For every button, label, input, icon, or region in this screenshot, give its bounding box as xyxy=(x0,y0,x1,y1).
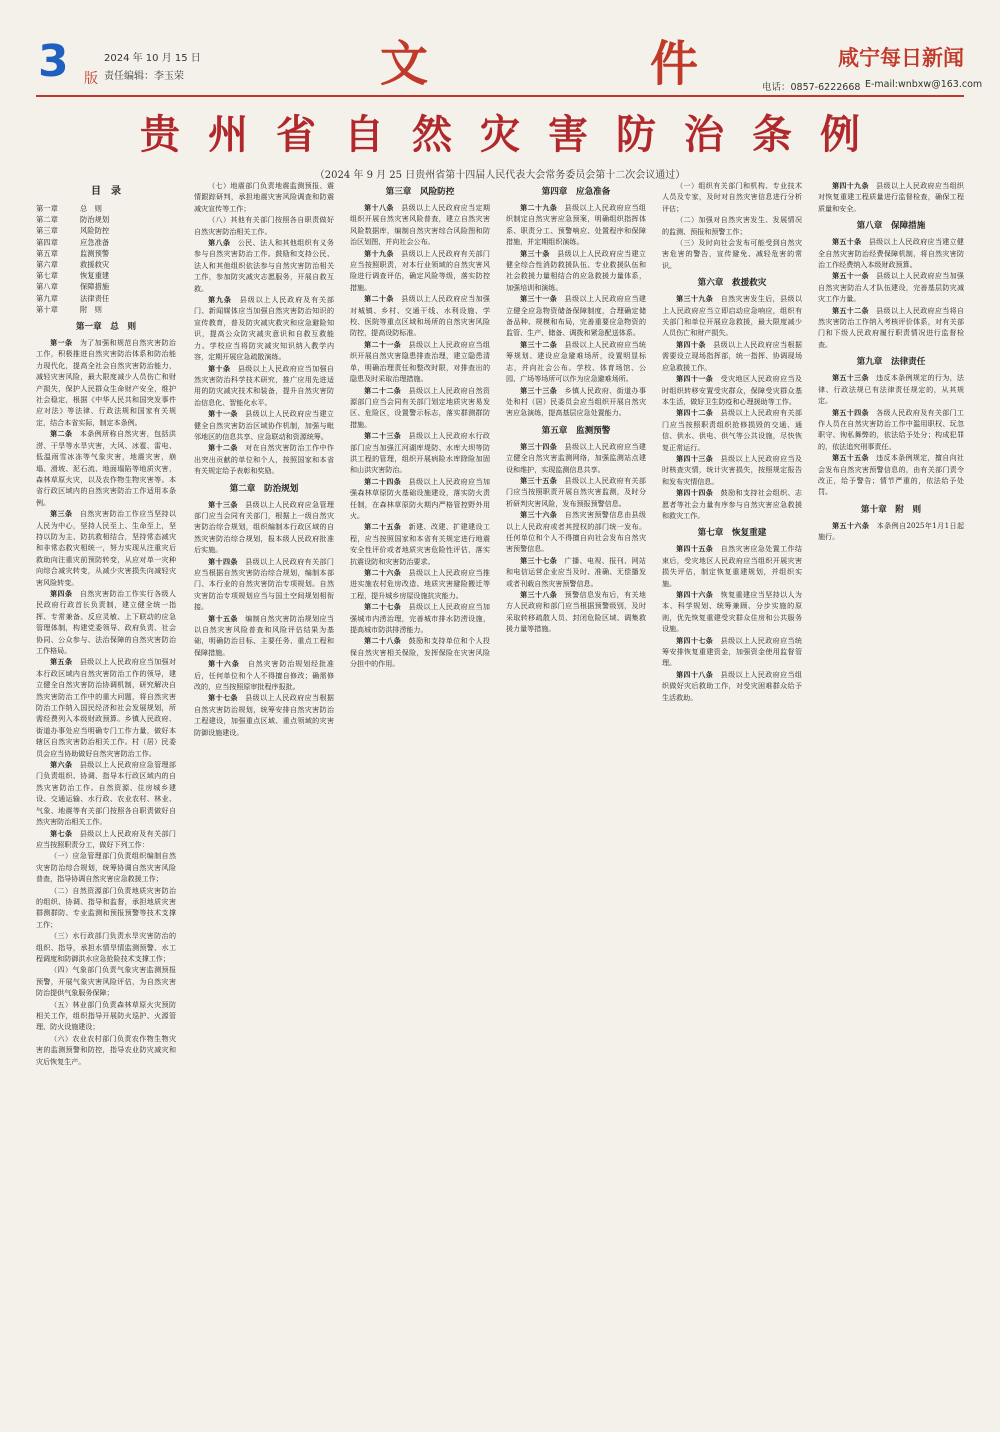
article-text: 县级以上人民政府应当建立健全应急物资储备保障制度，合理确定储备品种、规模和布局，完善重要应急物资的监管、生产、储备、调拨和紧急配送体系。 xyxy=(506,294,646,338)
article-number: 第三十一条 xyxy=(520,294,558,304)
toc-item xyxy=(36,248,176,259)
article-text: 广播、电视、报刊、网站和电信运营企业应当及时、准确、无偿播发或者刊载自然灾害预警信息。 xyxy=(506,555,646,588)
article-number: 第二十七条 xyxy=(364,602,402,612)
contact-email: E-mail:wnbxw@163.com xyxy=(865,79,983,90)
article-text: 县级以上人民政府应当组织制定自然灾害应急预案，明确组织指挥体系、职责分工、预警响应、处置程序和保障措施，并定期组织演练。 xyxy=(506,203,646,247)
toc-chapter-number: 第八章 xyxy=(36,282,58,292)
article-number: 第二十五条 xyxy=(364,522,402,532)
article-paragraph xyxy=(36,656,176,759)
article-text: 县级以上人民政府应当组织开展自然灾害隐患排查治理，建立隐患清单，明确治理责任和整改时限，对排查出的隐患及时采取治理措施。 xyxy=(350,339,490,384)
article-text: 县级以上人民政府应当加强城市内涝治理，完善城市排水防涝设施，提高城市防洪排涝能力。 xyxy=(350,602,490,635)
chapter-heading: 第六章 救援救灾 xyxy=(697,278,767,289)
toc-chapter-name: 附 则 xyxy=(80,304,102,314)
article-text: 县级以上人民政府应当统筹规划、建设应急避难场所，设置明显标志，并向社会公布。学校、体育场馆、公园、广场等场所可以作为应急避难场所。 xyxy=(506,339,646,384)
article-text: 县级以上人民政府水行政部门应当加强江河湖库堤防、水库大坝等防洪工程的管理，组织开展病险水库除险加固和山洪灾害防治。 xyxy=(350,431,490,475)
toc-chapter-number: 第七章 xyxy=(36,271,58,281)
article-text: 本条例自2025年1月1日起施行。 xyxy=(818,520,964,542)
column-body xyxy=(194,180,334,738)
article-text: 对在自然灾害防治工作中作出突出贡献的单位和个人，按照国家和本省有关规定给予表彰和奖励。 xyxy=(194,443,334,476)
article-number: 第十九条 xyxy=(364,248,394,258)
article-text: 预警信息发布后，有关地方人民政府和部门应当根据预警级别，及时采取转移疏散人员、封闭危险区域、调集救援力量等措施。 xyxy=(506,590,646,634)
article-text: 县级以上人民政府应当推进实施农村危房改造、地质灾害避险搬迁等工程，提升城乡房屋设施抗灾能力。 xyxy=(350,568,490,600)
article-paragraph xyxy=(350,567,490,601)
article-paragraph xyxy=(818,520,964,543)
article-number: 第二十六条 xyxy=(364,568,402,577)
article-text: 自然灾害发生后，县级以上人民政府应当立即启动应急响应，组织有关部门和单位开展应急救援，最大限度减少人员伤亡和财产损失。 xyxy=(662,294,802,338)
title-char: 贵 xyxy=(140,112,180,158)
article-text: 县级以上人民政府应当将自然灾害防治工作纳入考核评价体系，对有关部门和下级人民政府履行职责情况进行监督检查。 xyxy=(818,305,964,349)
article-number: 第十六条 xyxy=(208,659,240,669)
article-text: 县级以上人民政府应当建立健全自然灾害监测网络，加强监测站点建设和维护，实现监测信息共享。 xyxy=(506,441,646,474)
article-paragraph xyxy=(36,508,176,588)
toc-item xyxy=(36,203,176,214)
article-number: 第三十七条 xyxy=(520,555,558,565)
article-number: 第五十二条 xyxy=(832,305,869,315)
article-text: 公民、法人和其他组织有义务参与自然灾害防治工作。鼓励和支持公民、法人和其他组织依法参与自然灾害防治相关工作，参加防灾减灾志愿服务，开展自救互救。 xyxy=(194,238,334,293)
article-paragraph xyxy=(506,202,646,248)
article-text: 县级以上人民政府有关部门应当根据自然灾害防治综合规划，编制本部门、本行业的自然灾害防治专项规划。自然灾害防治专项规划应当与国土空间规划相衔接。 xyxy=(194,556,334,612)
article-number: 第四十九条 xyxy=(832,181,869,190)
article-text: 各级人民政府及有关部门工作人员在自然灾害防治工作中滥用职权、玩忽职守、徇私舞弊的，依法给予处分；构成犯罪的，依法追究刑事责任。 xyxy=(818,407,964,451)
article-paragraph xyxy=(662,487,802,521)
article-paragraph xyxy=(662,373,802,407)
chapter-heading: 第八章 保障措施 xyxy=(856,221,926,232)
toc-chapter-name: 总 则 xyxy=(80,204,102,213)
contact-phone: 电话：0857-6222668 xyxy=(762,82,861,93)
title-char: 灾 xyxy=(480,112,520,158)
article-number: 第五条 xyxy=(50,657,73,667)
article-number: 第四十六条 xyxy=(676,590,714,599)
article-paragraph xyxy=(350,635,490,669)
toc-chapter-name: 恢复重建 xyxy=(80,271,110,281)
toc-item xyxy=(36,293,176,304)
article-paragraph xyxy=(506,293,646,339)
article-subtitle: （2024 年 9 月 25 日贵州省第十四届人民代表大会常务委员会第十二次会议通过） xyxy=(314,170,686,181)
article-text: 县级以上人民政府有关部门应当按照职责开展自然灾害监测，及时分析研判灾害风险，发布预报预警信息。 xyxy=(506,475,646,508)
article-text: 县级以上人民政府应当加强对本行政区域内自然灾害防治工作的领导，建立健全自然灾害防治协调机制，研究解决自然灾害防治工作中的重大问题，将自然灾害防治工作纳入国民经济和社会发展规划，所需经费列入本级财政预算。乡镇人民政府、街道办事处应当明确专门工作力量，做好本辖区自然灾害防治相关工作。村（居）民委员会应当协助做好自然灾害防治工作。 xyxy=(36,657,176,758)
article-paragraph xyxy=(194,442,334,476)
article-paragraph xyxy=(506,475,646,509)
chapter-heading: 第一章 总 则 xyxy=(75,322,137,333)
toc-chapter-name: 保障措施 xyxy=(80,282,110,292)
article-number: 第四十七条 xyxy=(676,635,714,645)
article-paragraph xyxy=(818,372,964,406)
article-paragraph xyxy=(506,385,646,419)
article-number: 第三十条 xyxy=(520,248,550,258)
article-number: 第二十八条 xyxy=(364,636,402,646)
article-number: 第五十三条 xyxy=(832,373,869,383)
article-number: 第三十八条 xyxy=(520,590,558,599)
article-paragraph xyxy=(194,499,334,556)
article-number: 第六条 xyxy=(50,760,73,770)
article-text: （三）水行政部门负责水旱灾害防治的组织、指导，承担水情旱情监测预警、水工程调度和防御洪水应急抢险技术支撑工作； xyxy=(36,931,176,963)
title-char: 自 xyxy=(344,112,384,158)
article-text: 受灾地区人民政府应当及时组织转移安置受灾群众，保障受灾群众基本生活，做好卫生防疫和心理援助等工作。 xyxy=(662,374,802,406)
article-paragraph xyxy=(506,589,646,635)
toc-chapter-number: 第三章 xyxy=(36,226,58,236)
article-text: （五）林业部门负责森林草原火灾预防相关工作，组织指导开展防火巡护、火源管理、防火设施建设； xyxy=(36,999,176,1032)
article-paragraph xyxy=(662,589,802,635)
column-body xyxy=(36,320,176,1067)
article-text: 恢复重建应当坚持以人为本、科学规划、统筹兼顾、分步实施的原则，优先恢复重建受灾群众住房和公共服务设施。 xyxy=(662,590,802,634)
article-paragraph xyxy=(662,669,802,703)
toc-item xyxy=(36,259,176,270)
article-text: 违反本条例规定，擅自向社会发布自然灾害预警信息的，由有关部门责令改正，给予警告；情节严重的，依法给予处罚。 xyxy=(818,453,964,497)
article-number: 第十八条 xyxy=(364,203,394,212)
article-number: 第十三条 xyxy=(208,499,238,509)
toc-chapter-number: 第九章 xyxy=(36,293,58,303)
article-paragraph xyxy=(36,930,176,964)
article-number: 第三十四条 xyxy=(520,441,558,451)
title-char: 防 xyxy=(616,112,656,158)
page-number-suffix: 版 xyxy=(84,71,98,87)
article-number: 第二十四条 xyxy=(364,476,402,486)
chapter-heading: 第二章 防治规划 xyxy=(229,483,299,494)
article-paragraph xyxy=(194,556,334,613)
article-text: （一）组织有关部门和机构、专业技术人员及专家，及时对自然灾害信息进行分析评估； xyxy=(662,181,802,213)
chapter-heading: 第五章 监测预警 xyxy=(541,425,611,436)
article-paragraph xyxy=(506,248,646,294)
article-number: 第四十三条 xyxy=(676,453,714,463)
article-paragraph xyxy=(36,428,176,508)
toc-chapter-name: 应急准备 xyxy=(80,237,110,247)
article-paragraph xyxy=(506,441,646,475)
article-number: 第七条 xyxy=(50,828,73,838)
article-paragraph xyxy=(36,885,176,931)
article-text: 县级以上人民政府应当组织做好灾后救助工作，对受灾困难群众给予生活救助。 xyxy=(662,669,802,702)
article-paragraph xyxy=(818,407,964,453)
toc-chapter-number: 第六章 xyxy=(36,260,58,270)
article-paragraph xyxy=(662,339,802,373)
article-number: 第三十六条 xyxy=(520,510,558,520)
section-title xyxy=(380,36,700,92)
article-text: 县级以上人民政府应当及时核查灾情，统计灾害损失，按照规定报告和发布灾情信息。 xyxy=(662,453,802,486)
article-paragraph xyxy=(506,555,646,589)
article-number: 第五十条 xyxy=(832,237,862,247)
article-text: 县级以上人民政府及有关部门应当按照职责分工，做好下列工作： xyxy=(36,828,176,849)
article-paragraph xyxy=(36,850,176,884)
article-text: 自然灾害防治工作实行各级人民政府行政首长负责制，建立健全统一指挥、专常兼备、反应灵敏、上下联动的应急管理体制，构建党委领导、政府负责、社会协同、公众参与、法治保障的自然灾害防治工作格局。 xyxy=(36,588,176,655)
article-text: 自然灾害防治规划经批准后，任何单位和个人不得擅自修改；确需修改的，应当按照原审批程序报批。 xyxy=(194,659,334,692)
article-number: 第十五条 xyxy=(208,613,238,623)
article-paragraph xyxy=(194,692,334,738)
toc-chapter-name: 救援救灾 xyxy=(80,260,110,270)
article-paragraph xyxy=(194,613,334,659)
article-title xyxy=(140,110,860,160)
article-paragraph xyxy=(662,237,802,271)
article-number: 第四十二条 xyxy=(676,408,714,418)
article-text: 自然灾害应急处置工作结束后，受灾地区人民政府应当组织开展灾害损失评估，制定恢复重建规划，并组织实施。 xyxy=(662,544,802,588)
article-text: （四）气象部门负责气象灾害监测预报预警，开展气象灾害风险评估，为自然灾害防治提供气象服务保障； xyxy=(36,965,176,998)
article-paragraph xyxy=(350,521,490,567)
article-text: 县级以上人民政府应当建立健全综合性消防救援队伍、专业救援队伍和社会救援力量相结合的应急救援力量体系，加强培训和演练。 xyxy=(506,248,646,292)
chapter-heading: 第三章 风险防控 xyxy=(385,187,455,197)
article-paragraph xyxy=(350,339,490,385)
article-number: 第二十一条 xyxy=(364,339,402,349)
article-text: 县级以上人民政府有关部门应当按照职责组织抢修损毁的交通、通信、供水、供电、供气等公共设施，尽快恢复正常运行。 xyxy=(662,408,802,452)
article-number: 第十二条 xyxy=(208,443,238,453)
title-char: 害 xyxy=(548,112,588,158)
article-paragraph xyxy=(36,999,176,1033)
article-paragraph xyxy=(194,658,334,692)
article-text: （二）自然资源部门负责地质灾害防治的组织、协调、指导和监督，承担地质灾害群测群防、专业监测和预报预警等技术支撑工作； xyxy=(36,885,176,929)
toc-chapter-name: 监测预警 xyxy=(80,248,110,258)
toc-chapter-number: 第二章 xyxy=(36,215,58,225)
article-paragraph xyxy=(36,828,176,851)
article-number: 第二十九条 xyxy=(520,203,558,212)
article-text: 县级以上人民政府应当建立健全自然灾害防治区域协作机制，加强与毗邻地区的信息共享、应急联动和资源统筹。 xyxy=(194,409,334,441)
toc-item xyxy=(36,270,176,281)
article-number: 第十条 xyxy=(208,363,231,373)
article-text: 县级以上人民政府有关部门应当按照职责，对本行业领域的自然灾害风险进行调查评估，确定风险等级，落实防控措施。 xyxy=(350,248,490,292)
toc-chapter-name: 防治规划 xyxy=(80,215,110,225)
toc-heading: 目 录 xyxy=(91,186,121,197)
article-text: 鼓励和支持社会组织、志愿者等社会力量有序参与自然灾害应急救援和救灾工作。 xyxy=(662,488,802,520)
text-column-1 xyxy=(36,180,176,1402)
chapter-heading: 第十章 附 则 xyxy=(860,504,922,515)
article-text: 自然灾害预警信息由县级以上人民政府或者其授权的部门统一发布。任何单位和个人不得擅自向社会发布自然灾害预警信息。 xyxy=(506,510,646,554)
title-char: 然 xyxy=(412,112,452,158)
article-text: 自然灾害防治工作应当坚持以人民为中心，坚持人民至上、生命至上，坚持以防为主、防抗救相结合，坚持常态减灾和非常态救灾相统一，努力实现从注重灾后救助向注重灾前预防转变，从应对单一灾种向综合减灾转变，从减少灾害损失向减轻灾害风险转变。 xyxy=(36,509,176,587)
article-paragraph xyxy=(36,337,176,428)
title-char: 省 xyxy=(276,112,316,158)
article-text: 县级以上人民政府应当统筹安排恢复重建资金，加强资金使用监督管理。 xyxy=(662,635,802,668)
article-paragraph xyxy=(506,339,646,385)
article-text: 乡镇人民政府、街道办事处和村（居）民委员会应当组织开展自然灾害应急演练，提高基层应急处置能力。 xyxy=(506,385,646,418)
article-number: 第十一条 xyxy=(208,409,238,419)
article-paragraph xyxy=(194,214,334,237)
article-text: 县级以上人民政府应当定期组织开展自然灾害风险普查，建立自然灾害风险数据库，编制自然灾害综合风险图和防治区划图，并向社会公布。 xyxy=(350,203,490,247)
issue-date: 2024 年 10 月 15 日 xyxy=(104,53,201,64)
article-text: （一）应急管理部门负责组织编制自然灾害防治综合规划，统筹协调自然灾害风险普查，指导协调自然灾害应急救援工作； xyxy=(36,851,176,884)
article-paragraph xyxy=(662,635,802,669)
article-text: 县级以上人民政府应当根据需要设立现场指挥部，统一指挥、协调现场应急救援工作。 xyxy=(662,339,802,372)
article-paragraph xyxy=(818,452,964,498)
article-number: 第五十六条 xyxy=(832,520,870,530)
article-paragraph xyxy=(36,759,176,827)
title-char: 例 xyxy=(820,112,860,158)
header-divider xyxy=(36,95,964,97)
article-paragraph xyxy=(36,588,176,656)
column-body xyxy=(506,185,646,635)
article-text: 县级以上人民政府应当根据自然灾害防治规划，统筹安排自然灾害防治工程建设，加强重点区域、重点领域的灾害防御设施建设。 xyxy=(194,693,334,737)
article-text: 县级以上人民政府应当加强自然灾害防治人才队伍建设，完善基层防灾减灾工作力量。 xyxy=(818,271,964,304)
article-text: 县级以上人民政府应当建立健全自然灾害防治经费保障机制，将自然灾害防治工作经费纳入本级财政预算。 xyxy=(818,237,964,270)
section-title-char: 文 xyxy=(380,36,431,92)
article-number: 第五十四条 xyxy=(832,407,869,417)
article-text: 县级以上人民政府应急管理部门负责组织、协调、指导本行政区域内的自然灾害防治工作。自然资源、住房城乡建设、交通运输、水行政、农业农村、林业、气象、地震等有关部门按照各自职责做好自然灾害防治相关工作。 xyxy=(36,760,176,827)
toc-chapter-number: 第四章 xyxy=(36,237,58,247)
article-text: （三）及时向社会发布可能受到自然灾害危害的警告，宣传避免、减轻危害的常识。 xyxy=(662,238,802,270)
article-number: 第二十二条 xyxy=(364,385,402,395)
article-paragraph xyxy=(662,453,802,487)
article-text: （六）农业农村部门负责农作物生物灾害的监测预警和防控，指导农业防灾减灾和灾后恢复生产。 xyxy=(36,1033,176,1066)
article-paragraph xyxy=(194,237,334,294)
toc-chapter-number: 第十章 xyxy=(36,304,58,314)
article-text: 县级以上人民政府自然资源部门应当会同有关部门划定地质灾害易发区、危险区，设置警示标志，落实群测群防措施。 xyxy=(350,385,490,429)
article-number: 第四十一条 xyxy=(676,374,714,384)
article-paragraph xyxy=(350,476,490,522)
article-number: 第四十四条 xyxy=(676,488,714,498)
article-number: 第一条 xyxy=(50,338,73,348)
article-number: 第十七条 xyxy=(208,693,238,703)
article-paragraph xyxy=(662,543,802,589)
article-text: 编制自然灾害防治规划应当以自然灾害风险普查和风险评估结果为基础，明确防治目标、主要任务、重点工程和保障措施。 xyxy=(194,613,334,657)
chapter-heading: 第七章 恢复重建 xyxy=(697,528,767,539)
article-body xyxy=(36,180,964,1432)
article-paragraph xyxy=(194,408,334,442)
article-paragraph xyxy=(350,385,490,431)
toc-chapter-number: 第五章 xyxy=(36,248,58,258)
toc-item xyxy=(36,214,176,225)
article-number: 第二条 xyxy=(50,429,73,439)
responsible-editor: 责任编辑：李玉荣 xyxy=(104,71,184,82)
article-number: 第十四条 xyxy=(208,556,238,566)
article-text: 鼓励和支持单位和个人投保自然灾害相关保险，发挥保险在灾害风险分担中的作用。 xyxy=(350,636,490,669)
article-paragraph xyxy=(350,248,490,294)
article-paragraph xyxy=(350,293,490,339)
article-text: 县级以上人民政府应当加强自然灾害防治科学技术研究，推广应用先进适用的防灾减灾技术和装备，提升自然灾害防治信息化、智能化水平。 xyxy=(194,363,334,407)
table-of-contents xyxy=(36,182,176,315)
section-title-char: 件 xyxy=(649,36,700,92)
chapter-heading: 第九章 法律责任 xyxy=(856,357,926,368)
article-number: 第二十三条 xyxy=(364,431,402,441)
article-paragraph xyxy=(194,294,334,362)
article-text: 县级以上人民政府应当加强森林草原防火基础设施建设，落实防火责任制，在森林草原防火期内严格管控野外用火。 xyxy=(350,476,490,520)
article-paragraph xyxy=(36,964,176,998)
article-paragraph xyxy=(194,180,334,214)
text-column-6 xyxy=(818,180,964,1402)
article-paragraph xyxy=(36,1033,176,1067)
article-number: 第四十八条 xyxy=(676,669,714,679)
article-text: 为了加强和规范自然灾害防治工作，积极推进自然灾害防治体系和防治能力现代化，提高全社会自然灾害防治能力，减轻灾害风险，最大限度减少人员伤亡和财产损失，保护人民群众生命财产安全，维护社会稳定，根据《中华人民共和国突发事件应对法》等法律、行政法规和国家有关规定，结合本省实际，制定本条例。 xyxy=(36,338,176,427)
article-text: 本条例所称自然灾害，包括洪涝、干旱等水旱灾害，大风、冰雹、雷电、低温雨雪冰冻等气象灾害，地震灾害，崩塌、滑坡、泥石流、地面塌陷等地质灾害，森林草原火灾，以及农作物生物灾害等。本省行政区域内的自然灾害防治工作适用本条例。 xyxy=(36,429,176,507)
article-text: （八）其他有关部门按照各自职责做好自然灾害防治相关工作。 xyxy=(194,215,334,236)
article-paragraph xyxy=(662,214,802,237)
article-paragraph xyxy=(818,180,964,214)
article-number: 第二十条 xyxy=(364,294,394,304)
article-text: 县级以上人民政府应急管理部门应当会同有关部门，根据上一级自然灾害防治综合规划，组织编制本行政区域的自然灾害防治综合规划，报本级人民政府批准后实施。 xyxy=(194,499,334,555)
article-paragraph xyxy=(662,407,802,453)
toc-item xyxy=(36,304,176,315)
article-paragraph xyxy=(662,293,802,339)
toc-item xyxy=(36,225,176,236)
article-text: 县级以上人民政府应当组织对恢复重建工程质量进行监督检查，确保工程质量和安全。 xyxy=(818,181,964,213)
text-column-2 xyxy=(194,180,334,1402)
page-number: 3 xyxy=(38,36,69,87)
article-paragraph xyxy=(818,270,964,304)
toc-chapter-number: 第一章 xyxy=(36,204,58,213)
article-paragraph xyxy=(662,180,802,214)
article-paragraph xyxy=(194,363,334,409)
page-header xyxy=(0,0,1000,100)
toc-list xyxy=(36,203,176,315)
column-body xyxy=(662,180,802,703)
article-paragraph xyxy=(350,202,490,248)
toc-item xyxy=(36,281,176,292)
chapter-heading: 第四章 应急准备 xyxy=(541,187,611,197)
article-number: 第八条 xyxy=(208,238,231,248)
article-text: 县级以上人民政府应当加强对城镇、乡村、交通干线、水利设施、学校、医院等重点区域和场所的自然灾害风险防控，提高设防标准。 xyxy=(350,294,490,338)
article-number: 第三十三条 xyxy=(520,385,558,395)
article-number: 第三十二条 xyxy=(520,339,558,349)
article-number: 第三十五条 xyxy=(520,475,558,485)
title-char: 治 xyxy=(684,112,724,158)
article-number: 第五十一条 xyxy=(832,271,869,281)
article-paragraph xyxy=(818,305,964,351)
article-number: 第三条 xyxy=(50,509,73,519)
article-number: 第九条 xyxy=(208,295,232,305)
article-number: 第四条 xyxy=(50,588,73,598)
article-number: 第三十九条 xyxy=(676,294,714,304)
article-text: （二）加强对自然灾害发生、发展情况的监测、预报和预警工作； xyxy=(662,215,802,236)
article-number: 第四十条 xyxy=(676,339,706,349)
column-body xyxy=(818,180,964,543)
toc-item xyxy=(36,237,176,248)
article-number: 第四十五条 xyxy=(676,544,714,554)
article-text: （七）地震部门负责地震监测预报、震情跟踪研判，承担地震灾害风险调查和防震减灾宣传等工作； xyxy=(194,181,334,213)
article-paragraph xyxy=(506,509,646,555)
article-text: 违反本条例规定的行为，法律、行政法规已有法律责任规定的，从其规定。 xyxy=(818,373,964,406)
toc-chapter-name: 法律责任 xyxy=(80,293,110,303)
article-paragraph xyxy=(818,236,964,270)
article-paragraph xyxy=(350,601,490,635)
text-column-5 xyxy=(662,180,802,1402)
text-column-3 xyxy=(350,180,490,1402)
column-body xyxy=(350,185,490,670)
newspaper-name: 咸宁每日新闻 xyxy=(838,45,964,70)
article-text: 新建、改建、扩建建设工程，应当按照国家和本省有关规定进行地震安全性评价或者地质灾害危险性评估，落实抗震设防和灾害防治要求。 xyxy=(350,522,490,566)
text-column-4 xyxy=(506,180,646,1402)
title-char: 条 xyxy=(752,112,792,158)
article-paragraph xyxy=(350,430,490,476)
toc-chapter-name: 风险防控 xyxy=(80,226,110,236)
title-char: 州 xyxy=(208,112,248,158)
article-text: 县级以上人民政府及有关部门、新闻媒体应当加强自然灾害防治知识的宣传教育，普及防灾减灾救灾和应急避险知识，提高公众防灾减灾意识和自救互救能力。学校应当将防灾减灾知识纳入教学内容，定期开展应急疏散演练。 xyxy=(194,295,334,362)
article-number: 第五十五条 xyxy=(832,453,869,463)
